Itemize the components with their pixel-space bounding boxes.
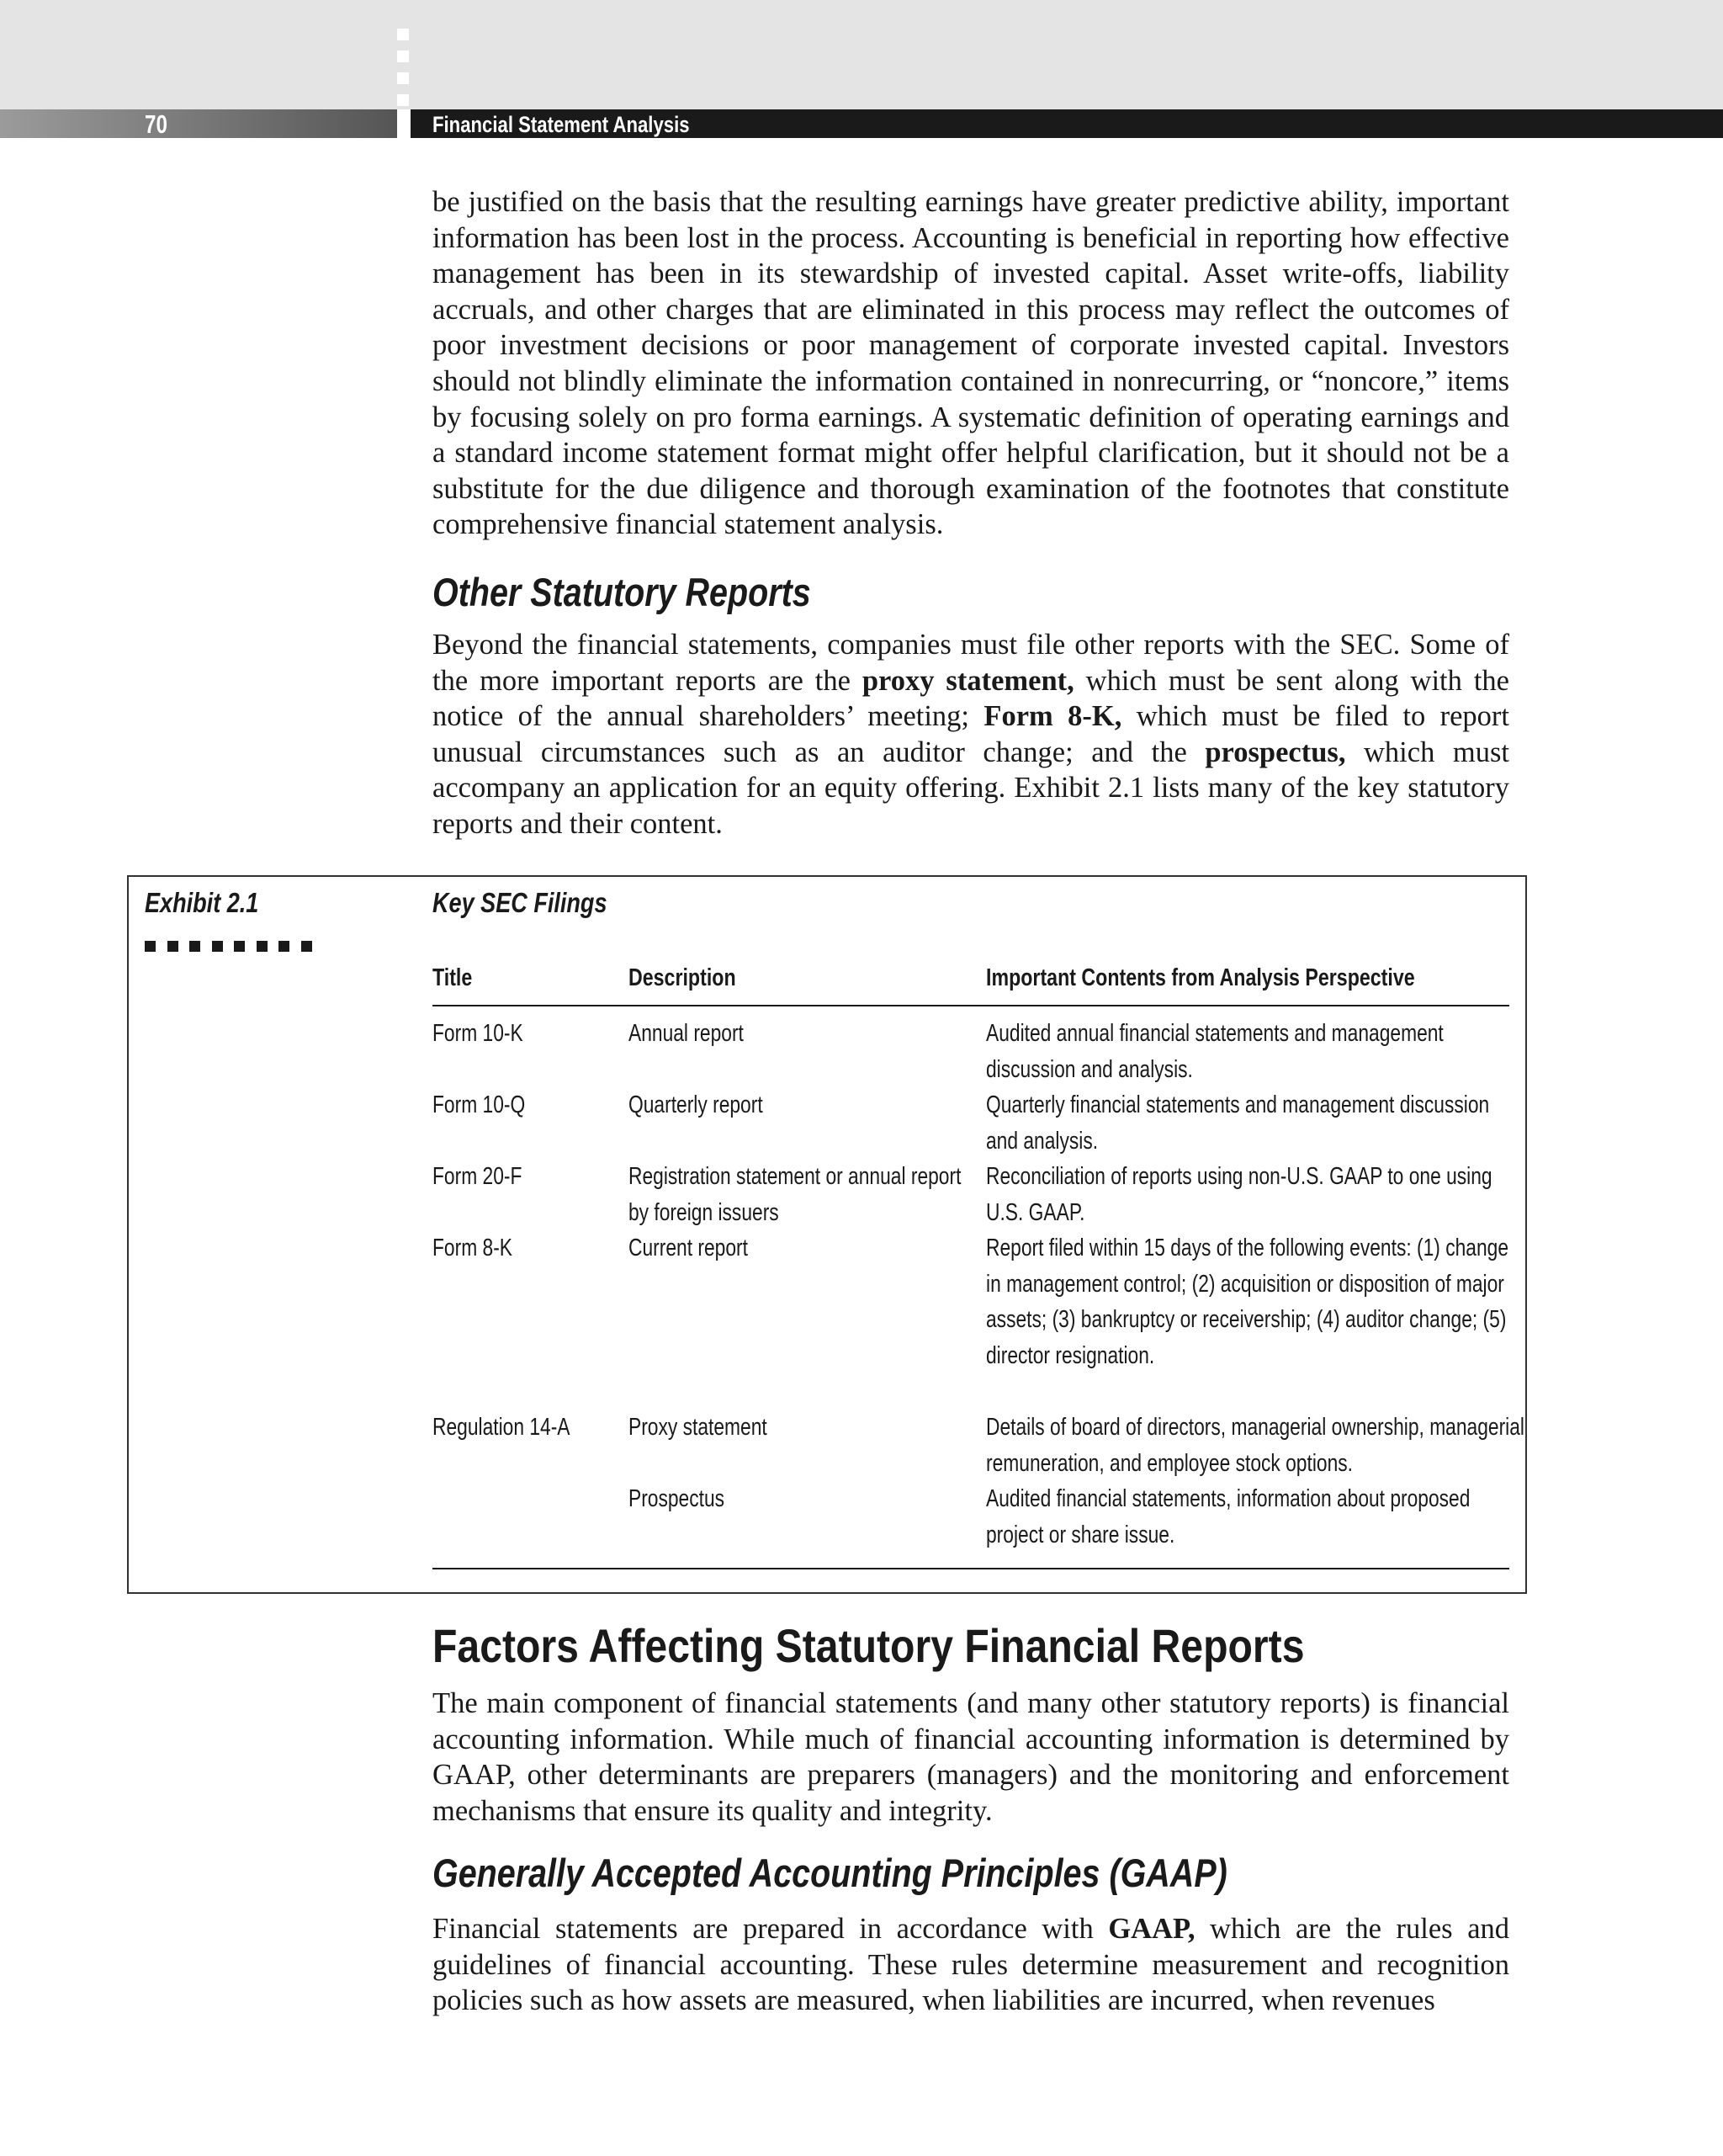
term-gaap: GAAP, [1108, 1913, 1195, 1945]
table-cell-contents: Details of board of directors, managerial ownership, managerial remuneration, and employee stock options. [986, 1414, 1524, 1477]
text-run: which are the rules and guidelines of financial accounting. These rules determine measurement and recognition policies such as how assets are measured, when liabilities are incurred, when revenues [432, 1913, 1510, 2017]
text-run: which must be filed to report unusual circumstances such as an auditor change; and the [432, 700, 1509, 768]
top-band [0, 0, 1723, 109]
column-header-contents: Important Contents from Analysis Perspective [986, 964, 1415, 991]
table-bottom-rule [432, 1568, 1509, 1569]
text-run: which must be sent along with the notice of the annual shareholders’ meeting; [432, 664, 1509, 733]
table-cell-contents: Audited financial statements, information about proposed project or share issue. [986, 1485, 1471, 1548]
exhibit-label: Exhibit 2.1 [145, 887, 259, 918]
term-form-8k: Form 8-K, [983, 700, 1122, 733]
exhibit-title: Key SEC Filings [432, 887, 607, 918]
running-title: Financial Statement Analysis [432, 112, 690, 137]
table-cell-description: Current report [628, 1235, 748, 1261]
table-cell-description: Registration statement or annual report by foreign issuers [628, 1163, 962, 1226]
table-header-rule [432, 1005, 1509, 1006]
paragraph-pro-forma: be justified on the basis that the resulting earnings have greater predictive ability, important information has been lost in the process. Accounting is beneficial in reporting how effective management has been in its stewardship of invested capital. Asset write-offs, liability accruals, and other charges that are eliminated in this process may reflect the outcomes of poor investment decisions or poor management of corporate invested capital. Investors should not blindly eliminate the information contained in nonrecurring, or “noncore,” items by focusing solely on pro forma earnings. A systematic definition of operating earnings and a standard income statement format might offer helpful clarification, but it should not be a substitute for the due diligence and thorough examination of the footnotes that constitute comprehensive financial statement analysis. [432, 186, 1509, 541]
table-cell-title: Form 10-Q [432, 1091, 526, 1118]
table-cell-title: Regulation 14-A [432, 1414, 570, 1441]
table-cell-description: Prospectus [628, 1485, 725, 1512]
table-cell-contents: Reconciliation of reports using non-U.S. GAAP to one using U.S. GAAP. [986, 1163, 1492, 1226]
table-cell-title: Form 20-F [432, 1163, 522, 1190]
paragraph-statutory-reports [432, 627, 1509, 842]
table-cell-contents: Quarterly financial statements and management discussion and analysis. [986, 1091, 1490, 1155]
column-header-description: Description [628, 964, 736, 991]
table-cell-title: Form 10-K [432, 1020, 523, 1047]
header-bar [0, 109, 1723, 138]
heading-other-statutory-reports: Other Statutory Reports [432, 570, 811, 614]
paragraph-factors: The main component of financial statements (and many other statutory reports) is financial accounting information. While much of financial accounting information is determined by GAAP, other determinants are preparers (managers) and the monitoring and enforcement mechanisms that ensure its quality and integrity. [432, 1687, 1509, 1827]
paragraph-gaap [432, 1911, 1509, 2019]
term-prospectus: prospectus, [1205, 735, 1346, 768]
column-header-title: Title [432, 964, 473, 991]
term-proxy-statement: proxy statement, [862, 664, 1074, 697]
table-cell-contents: Report filed within 15 days of the following events: (1) change in management control; (2) acquisition or disposition of major assets; (3) bankruptcy or receivership; (4) auditor change; (5) director resignation. [986, 1235, 1509, 1369]
page-number: 70 [145, 109, 167, 139]
heading-factors: Factors Affecting Statutory Financial Reports [432, 1619, 1305, 1672]
text-run: Beyond the financial statements, companies must file other reports with the SEC. Some of the more important reports are the [432, 629, 1509, 697]
table-cell-title: Form 8-K [432, 1235, 513, 1261]
exhibit-squares [145, 941, 323, 956]
table-cell-description: Proxy statement [628, 1414, 767, 1441]
header-bar-left [0, 109, 397, 138]
table-cell-description: Quarterly report [628, 1091, 763, 1118]
table-cell-contents: Audited annual financial statements and management discussion and analysis. [986, 1020, 1444, 1083]
text-run: Financial statements are prepared in accordance with [432, 1913, 1109, 1945]
text-run: which must accompany an application for an equity offering. Exhibit 2.1 lists many of the key statutory reports and their content. [432, 735, 1509, 840]
heading-gaap: Generally Accepted Accounting Principles (GAAP) [432, 1851, 1227, 1895]
header-dot-column [397, 29, 409, 116]
table-cell-description: Annual report [628, 1020, 744, 1047]
